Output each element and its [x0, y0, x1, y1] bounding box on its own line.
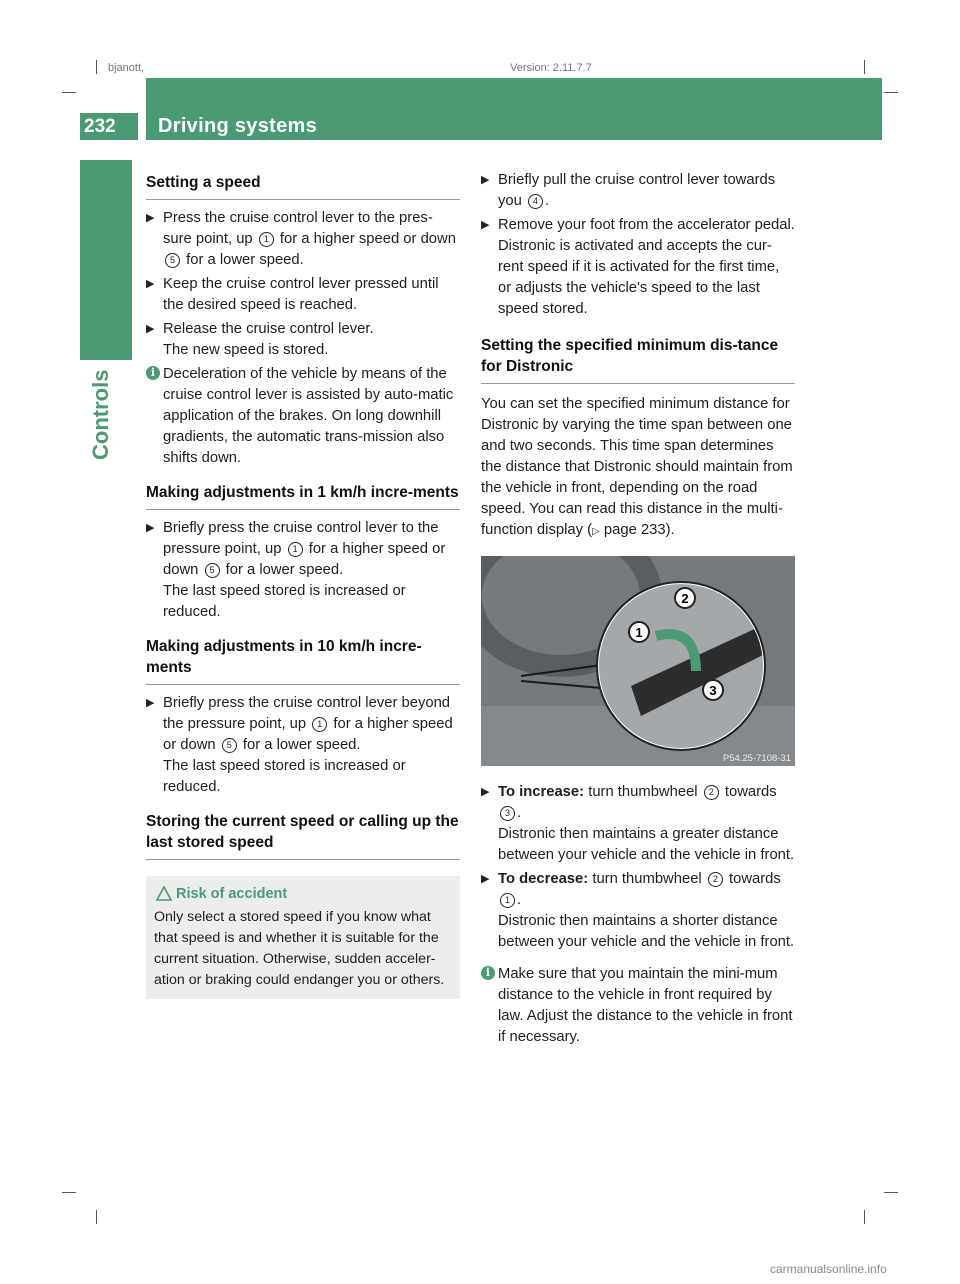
page-number: 232	[80, 113, 138, 140]
info-icon: i	[481, 966, 495, 980]
step: ▶ Press the cruise control lever to the pres-sure point, up 1 for a higher speed or down 5 for a lower speed.	[146, 210, 456, 268]
info-note: i Deceleration of the vehicle by means of the cruise control lever is assisted by auto-matic application of the brakes. On long downhill gradients, the automatic trans-mission also shifts down.	[146, 364, 460, 469]
meta-version: Version: 2.11.7.7	[510, 62, 592, 74]
callout-2: 2	[681, 591, 689, 606]
side-label: Controls	[88, 369, 113, 460]
warning-box	[146, 876, 460, 999]
body-text: You can set the specified minimum distance for Distronic by varying the time span between one and two seconds. This time span determines the distance that Distronic should maintain from the vehicle in front, depending on the road speed. You can read this distance in the multi-function display (▷ page 233).	[481, 396, 793, 538]
crop-mark	[62, 1192, 76, 1193]
callout-1: 1	[635, 625, 643, 640]
section-heading: Making adjustments in 10 km/h incre-ments	[146, 634, 460, 685]
step: ▶ Briefly press the cruise control lever to the pressure point, up 1 for a higher speed or down 5 for a lower speed. The last speed stored is increased or reduced.	[146, 520, 446, 620]
info-note: i Make sure that you maintain the mini-mum distance to the vehicle in front required by law. Adjust the distance to the vehicle in front if necessary.	[481, 964, 795, 1048]
section-1kmh	[146, 480, 460, 623]
section-heading: Setting a speed	[146, 170, 460, 200]
meta-author: bjanott,	[108, 62, 145, 74]
crop-mark	[884, 1192, 898, 1193]
crop-mark	[96, 60, 97, 74]
step: ▶ Remove your foot from the accelerator pedal. Distronic is activated and accepts the cur-rent speed if it is activated for the first time, or adjusts the vehicle's speed to the last speed stored.	[481, 217, 795, 317]
warning-title: Risk of accident	[176, 886, 288, 902]
side-tab	[80, 160, 132, 360]
right-column	[481, 170, 795, 1057]
figure-illustration	[481, 556, 795, 766]
step: ▶ Release the cruise control lever. The new speed is stored.	[146, 321, 374, 358]
warning-text: Only select a stored speed if you know what that speed is and whether it is suitable for the current situation. Otherwise, sudden acceler-ation or braking could endanger you or others.	[154, 909, 445, 988]
section-heading: Setting the specified minimum dis-tance for Distronic	[481, 333, 795, 384]
crop-mark	[884, 92, 898, 93]
section-10kmh	[146, 634, 460, 798]
warning-icon	[156, 886, 172, 901]
section-setting-speed	[146, 170, 460, 469]
figure-cruise-lever	[481, 556, 795, 766]
page-title: Driving systems	[158, 115, 318, 137]
step: ▶ Briefly pull the cruise control lever towards you 4 .	[481, 172, 776, 209]
left-column	[146, 170, 460, 1010]
section-heading: Storing the current speed or calling up the last stored speed	[146, 809, 460, 860]
crop-mark	[96, 1210, 97, 1224]
section-heading: Making adjustments in 1 km/h incre-ments	[146, 480, 460, 510]
section-storing	[146, 809, 460, 999]
crop-mark	[864, 1210, 865, 1224]
info-icon: i	[146, 366, 160, 380]
step: ▶ To increase: turn thumbwheel 2 towards 3 . Distronic then maintains a greater distance between your vehicle and the vehicle in front.	[481, 784, 795, 863]
crop-mark	[62, 92, 76, 93]
step: ▶ Keep the cruise control lever pressed until the desired speed is reached.	[146, 276, 439, 313]
step: ▶ To decrease: turn thumbwheel 2 towards 1 . Distronic then maintains a shorter distance between your vehicle and the vehicle in front.	[481, 871, 795, 950]
callout-3: 3	[709, 683, 717, 698]
watermark: carmanualsonline.info	[770, 1262, 887, 1276]
step: ▶ Briefly press the cruise control lever beyond the pressure point, up 1 for a higher speed or down 5 for a lower speed. The last speed stored is increased or reduced.	[146, 695, 453, 795]
crop-mark	[864, 60, 865, 74]
figure-caption: P54.25-7108-31	[722, 753, 791, 764]
